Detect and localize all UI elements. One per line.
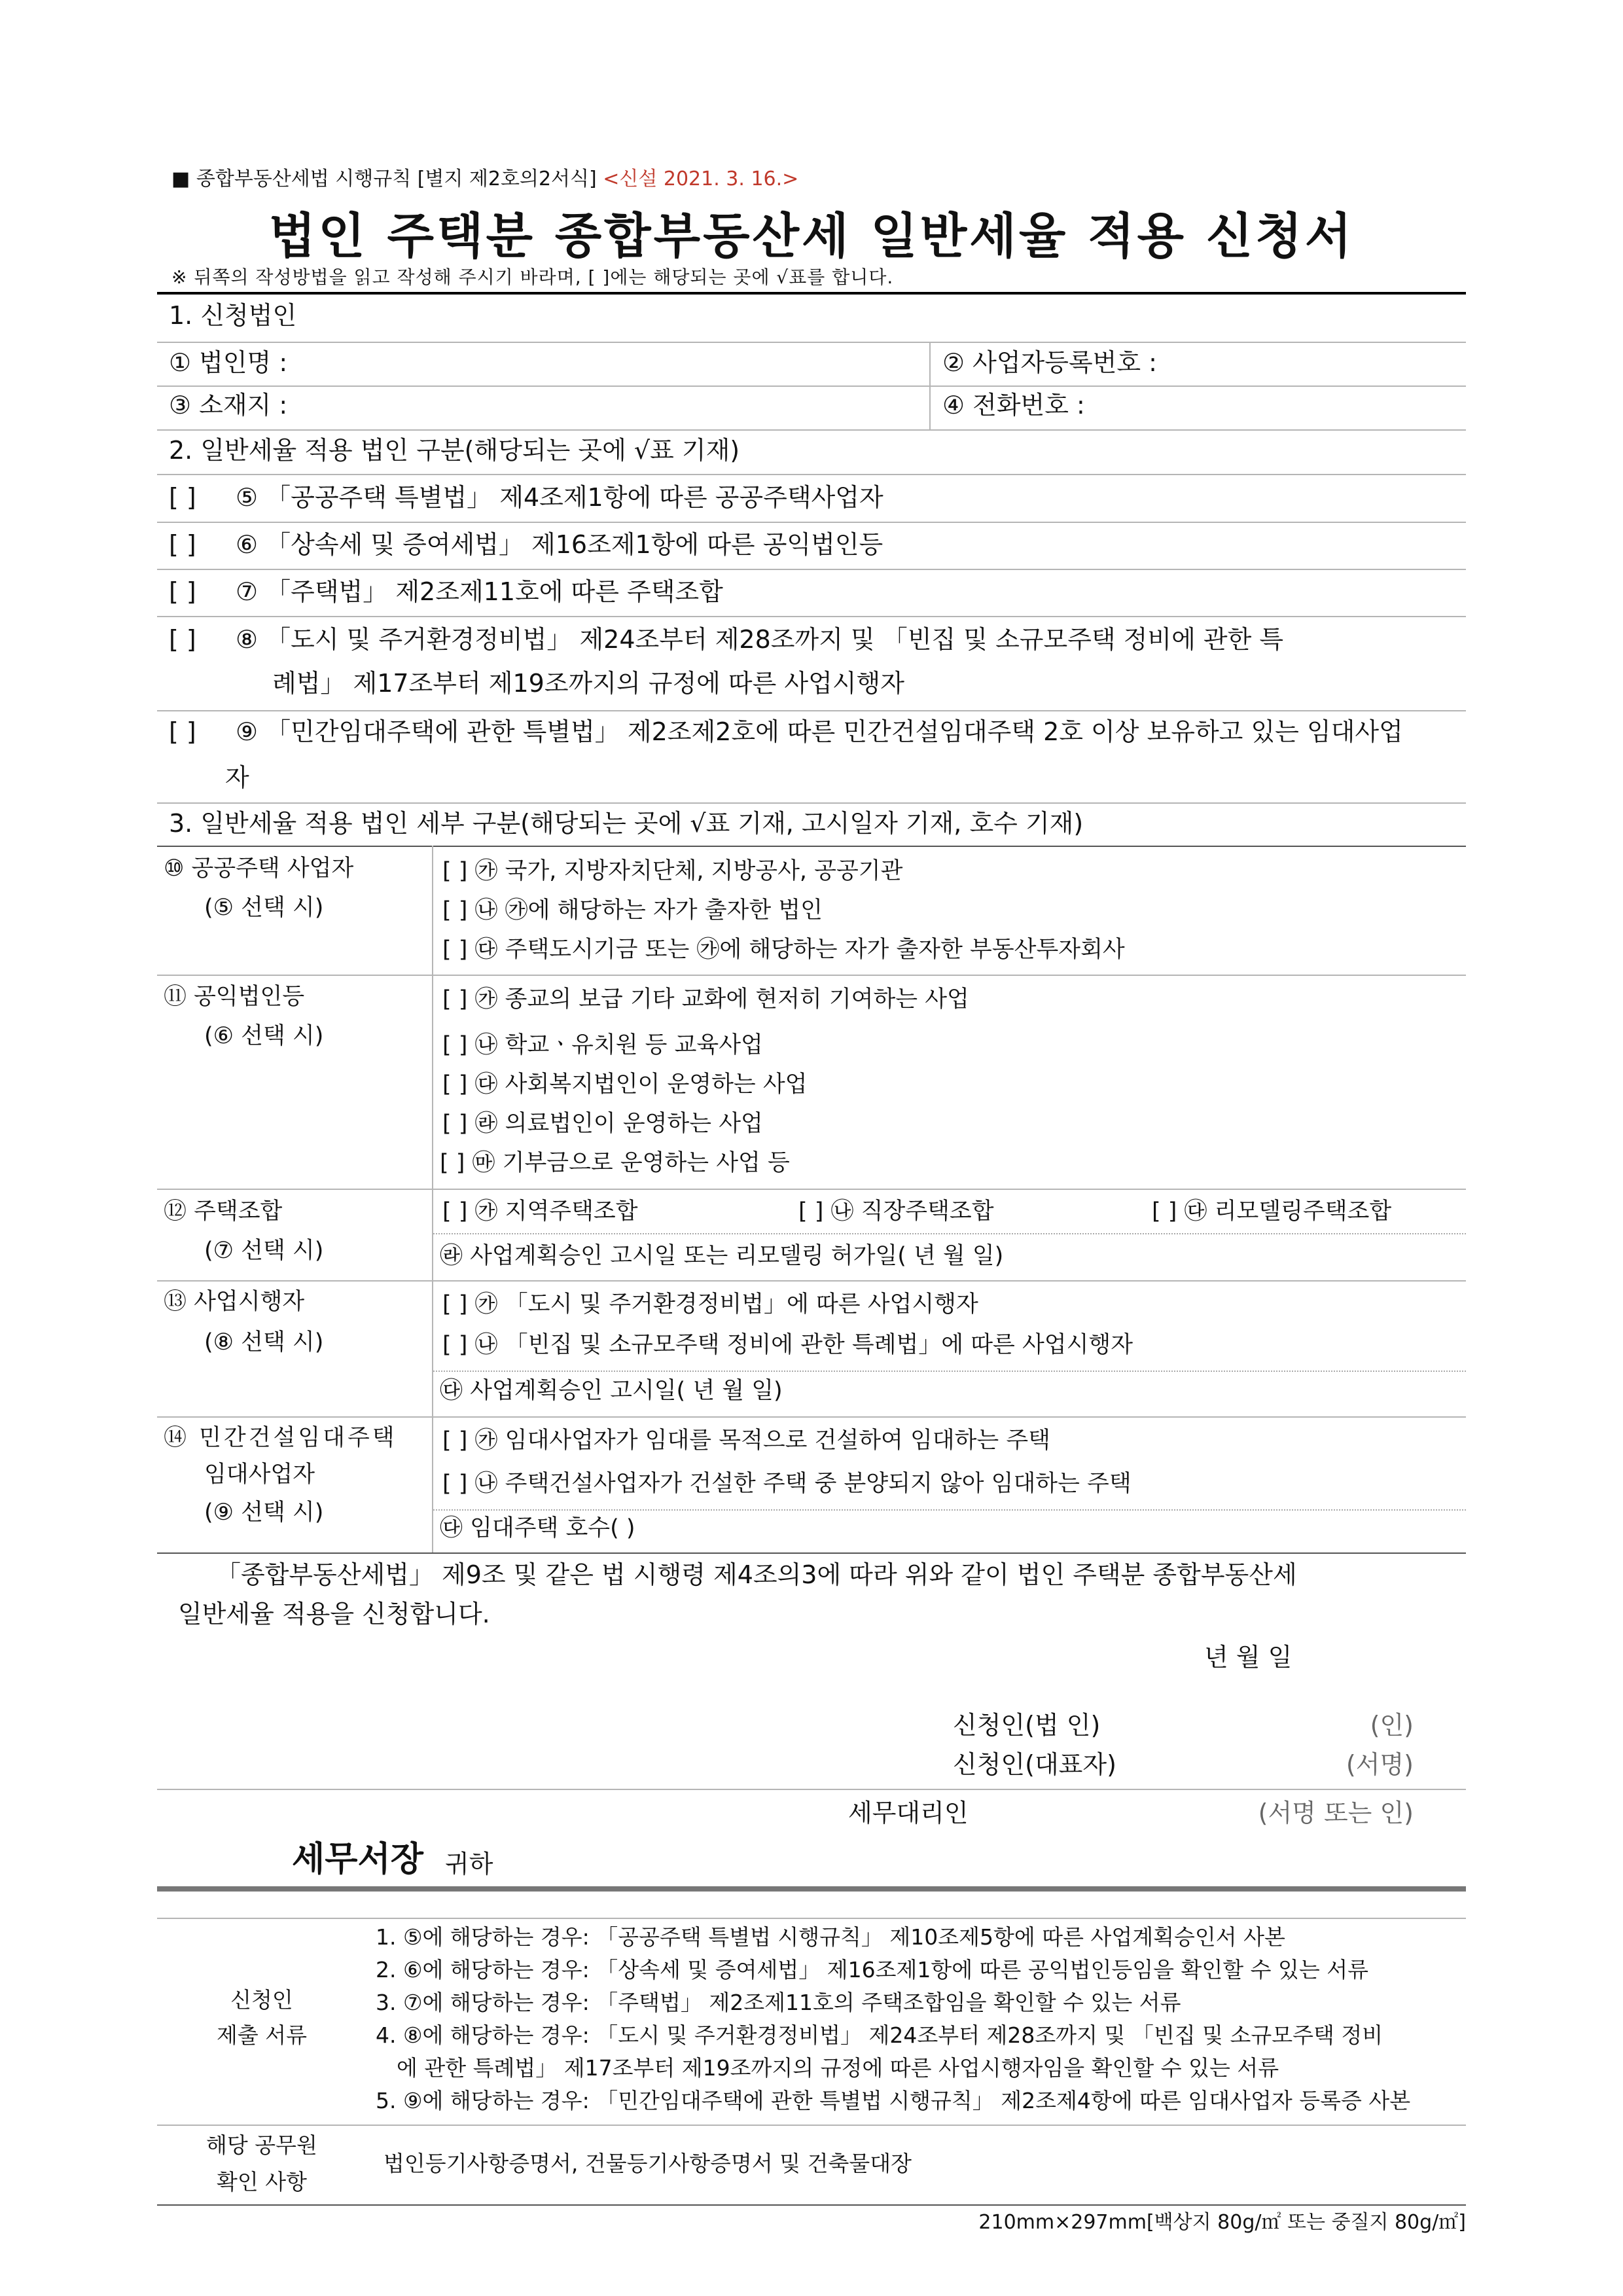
attachments-label-2: 제출 서류 — [216, 2022, 307, 2048]
attachment-item-4: 4. ⑧에 해당하는 경우: 「도시 및 주거환경정비법」 제24조부터 제28조까지 및 「빈집 및 소규모주택 정비 — [376, 2022, 1383, 2048]
divider — [157, 1918, 1466, 1919]
checkbox-5[interactable]: [ ] — [169, 483, 196, 512]
section1-heading: 1. 신청법인 — [169, 301, 297, 330]
group13-label: ⑬ 사업시행자 — [164, 1289, 305, 1315]
group10-option-b[interactable]: [ ] ㉯ ㉮에 해당하는 자가 출자한 법인 — [442, 897, 823, 924]
addressee-suffix: 귀하 — [445, 1850, 493, 1878]
group10-sub: (⑤ 선택 시) — [204, 895, 324, 921]
divider — [157, 616, 1466, 617]
option-8-label: ⑧ 「도시 및 주거환경정비법」 제24조부터 제28조까지 및 「빈집 및 소규모주택 정비에 관한 특 — [236, 625, 1284, 654]
section2-heading-note: (해당되는 곳에 √표 기재) — [464, 436, 740, 465]
option-9-label: ⑨ 「민간임대주택에 관한 특별법」 제2조제2호에 따른 민간건설임대주택 2호 이상 보유하고 있는 임대사업 — [236, 717, 1403, 746]
attachment-item-1: 1. ⑤에 해당하는 경우: 「공공주택 특별법 시행규칙」 제10조제5항에 따른 사업계획승인서 사본 — [376, 1924, 1285, 1950]
section3-heading-note: (해당되는 곳에 √표 기재, 고시일자 기재, 호수 기재) — [520, 809, 1084, 838]
group14-label2: 임대사업자 — [204, 1462, 315, 1488]
thick-divider — [157, 1886, 1466, 1892]
divider — [157, 1416, 1466, 1418]
attachment-item-3: 3. ⑦에 해당하는 경우: 「주택법」 제2조제11호의 주택조합임을 확인할 수 있는 서류 — [376, 1990, 1181, 2015]
divider — [157, 1280, 1466, 1282]
top-rule — [157, 292, 1466, 295]
group13-option-a[interactable]: [ ] ㉮ 「도시 및 주거환경정비법」에 따른 사업시행자 — [442, 1291, 978, 1318]
applicant-rep-label: 신청인(대표자) — [953, 1750, 1116, 1779]
section3-heading-text: 3. 일반세율 적용 법인 세부 구분 — [169, 809, 521, 838]
section3-heading — [169, 809, 1083, 839]
biz-reg-no-field[interactable]: ② 사업자등록번호 : — [942, 348, 1157, 377]
divider — [157, 522, 1466, 523]
attachment-item-5: 5. ⑨에 해당하는 경우: 「민간임대주택에 관한 특별법 시행규칙」 제2조제4항에 따른 임대사업자 등록증 사본 — [376, 2088, 1411, 2113]
divider — [157, 474, 1466, 475]
group14-sub: (⑨ 선택 시) — [204, 1499, 324, 1526]
group12-label: ⑫ 주택조합 — [164, 1198, 283, 1225]
divider — [433, 1233, 1466, 1234]
group14-option-b[interactable]: [ ] ㉯ 주택건설사업자가 건설한 주택 중 분양되지 않아 임대하는 주택 — [442, 1471, 1132, 1497]
group12-sub: (⑦ 선택 시) — [204, 1238, 324, 1264]
corp-name-field[interactable]: ① 법인명 : — [169, 348, 288, 377]
group12-approval-date-field[interactable]: ㉱ 사업계획승인 고시일 또는 리모델링 허가일( 년 월 일) — [440, 1243, 1004, 1269]
rep-signature-mark[interactable]: (서명) — [1346, 1750, 1414, 1779]
form-reference — [171, 162, 798, 191]
attachments-label-1: 신청인 — [230, 1987, 293, 2013]
phone-field[interactable]: ④ 전화번호 : — [942, 391, 1085, 420]
section2-heading — [169, 436, 740, 466]
group11-option-b[interactable]: [ ] ㉯ 학교ㆍ유치원 등 교육사업 — [442, 1032, 763, 1058]
address-field[interactable]: ③ 소재지 : — [169, 391, 288, 420]
checkbox-8[interactable]: [ ] — [169, 625, 196, 654]
checkbox-7[interactable]: [ ] — [169, 577, 196, 606]
divider — [157, 710, 1466, 711]
official-label-1: 해당 공무원 — [206, 2132, 317, 2158]
divider — [157, 2125, 1466, 2126]
option-5-label: ⑤ 「공공주택 특별법」 제4조제1항에 따른 공공주택사업자 — [236, 483, 883, 512]
option-6-label: ⑥ 「상속세 및 증여세법」 제16조제1항에 따른 공익법인등 — [236, 530, 883, 559]
divider — [157, 1552, 1466, 1554]
group11-option-c[interactable]: [ ] ㉰ 사회복지법인이 운영하는 사업 — [442, 1071, 808, 1098]
revision-note: <신설 2021. 3. 16.> — [603, 168, 799, 190]
form-reference-text: ■ 종합부동산세법 시행규칙 [별지 제2호의2서식] — [171, 168, 603, 190]
group10-option-a[interactable]: [ ] ㉮ 국가, 지방자치단체, 지방공사, 공공기관 — [442, 858, 903, 884]
addressee: 세무서장 — [292, 1840, 423, 1879]
group11-sub: (⑥ 선택 시) — [204, 1023, 324, 1049]
checkbox-9[interactable]: [ ] — [169, 717, 196, 746]
option-8-label-cont: 례법」 제17조부터 제19조까지의 규정에 따른 사업시행자 — [272, 669, 904, 698]
group10-label: ⑩ 공공주택 사업자 — [164, 855, 354, 882]
declaration-line1: 「종합부동산세법」 제9조 및 같은 법 시행령 제4조의3에 따라 위와 같이 법인 주택분 종합부동산세 — [216, 1560, 1297, 1589]
checkbox-6[interactable]: [ ] — [169, 530, 196, 559]
option-9-label-cont: 자 — [225, 763, 249, 792]
divider — [157, 569, 1466, 570]
attachment-item-2: 2. ⑥에 해당하는 경우: 「상속세 및 증여세법」 제16조제1항에 따른 공익법인등임을 확인할 수 있는 서류 — [376, 1957, 1369, 1982]
section2-heading-text: 2. 일반세율 적용 법인 구분 — [169, 436, 465, 465]
divider — [433, 1509, 1466, 1511]
attachment-item-4-cont: 에 관한 특례법」 제17조부터 제19조까지의 규정에 따른 사업시행자임을 확인할 수 있는 서류 — [397, 2055, 1279, 2081]
official-check-items: 법인등기사항증명서, 건물등기사항증명서 및 건축물대장 — [383, 2151, 912, 2176]
tax-agent-label: 세무대리인 — [848, 1799, 969, 1827]
paper-spec-footer: 210mm×297mm[백상지 80g/㎡ 또는 중질지 80g/㎡] — [978, 2211, 1466, 2234]
group11-option-a[interactable]: [ ] ㉮ 종교의 보급 기타 교화에 현저히 기여하는 사업 — [442, 986, 969, 1013]
divider — [157, 975, 1466, 976]
divider — [157, 1789, 1466, 1790]
applicant-corp-label: 신청인(법 인) — [953, 1711, 1101, 1740]
divider — [157, 2204, 1466, 2206]
divider — [157, 429, 1466, 431]
group11-option-e[interactable]: [ ] ㉲ 기부금으로 운영하는 사업 등 — [440, 1150, 790, 1176]
group14-label: ⑭ 민간건설임대주택 — [164, 1425, 397, 1451]
divider — [157, 846, 1466, 847]
page-title: 법인 주택분 종합부동산세 일반세율 적용 신청서 — [268, 208, 1355, 264]
declaration-line2: 일반세율 적용을 신청합니다. — [178, 1600, 490, 1628]
divider — [157, 1189, 1466, 1190]
divider — [432, 846, 433, 1552]
group14-units-field[interactable]: ㉰ 임대주택 호수( ) — [440, 1515, 635, 1541]
group13-notice-date-field[interactable]: ㉰ 사업계획승인 고시일( 년 월 일) — [440, 1378, 783, 1404]
group12-option-c[interactable]: [ ] ㉰ 리모델링주택조합 — [1152, 1198, 1392, 1225]
group13-option-b[interactable]: [ ] ㉯ 「빈집 및 소규모주택 정비에 관한 특례법」에 따른 사업시행자 — [442, 1332, 1133, 1358]
group12-option-b[interactable]: [ ] ㉯ 직장주택조합 — [798, 1198, 994, 1225]
agent-signature-mark[interactable]: (서명 또는 인) — [1258, 1799, 1414, 1827]
official-label-2: 확인 사항 — [216, 2169, 307, 2195]
divider — [157, 342, 1466, 343]
instruction-note: ※ 뒤쪽의 작성방법을 읽고 작성해 주시기 바라며, [ ]에는 해당되는 곳에 √표를 합니다. — [171, 266, 894, 288]
option-7-label: ⑦ 「주택법」 제2조제11호에 따른 주택조합 — [236, 577, 723, 606]
date-field[interactable]: 년 월 일 — [1204, 1643, 1293, 1672]
group11-label: ⑪ 공익법인등 — [164, 984, 305, 1010]
corp-seal-mark[interactable]: (인) — [1370, 1711, 1414, 1740]
group11-option-d[interactable]: [ ] ㉱ 의료법인이 운영하는 사업 — [442, 1111, 763, 1137]
divider — [157, 802, 1466, 804]
group10-option-c[interactable]: [ ] ㉰ 주택도시기금 또는 ㉮에 해당하는 자가 출자한 부동산투자회사 — [442, 937, 1125, 963]
divider — [157, 386, 1466, 387]
group12-option-a[interactable]: [ ] ㉮ 지역주택조합 — [442, 1198, 638, 1225]
group14-option-a[interactable]: [ ] ㉮ 임대사업자가 임대를 목적으로 건설하여 임대하는 주택 — [442, 1427, 1050, 1454]
divider — [433, 1371, 1466, 1372]
group13-sub: (⑧ 선택 시) — [204, 1329, 324, 1355]
